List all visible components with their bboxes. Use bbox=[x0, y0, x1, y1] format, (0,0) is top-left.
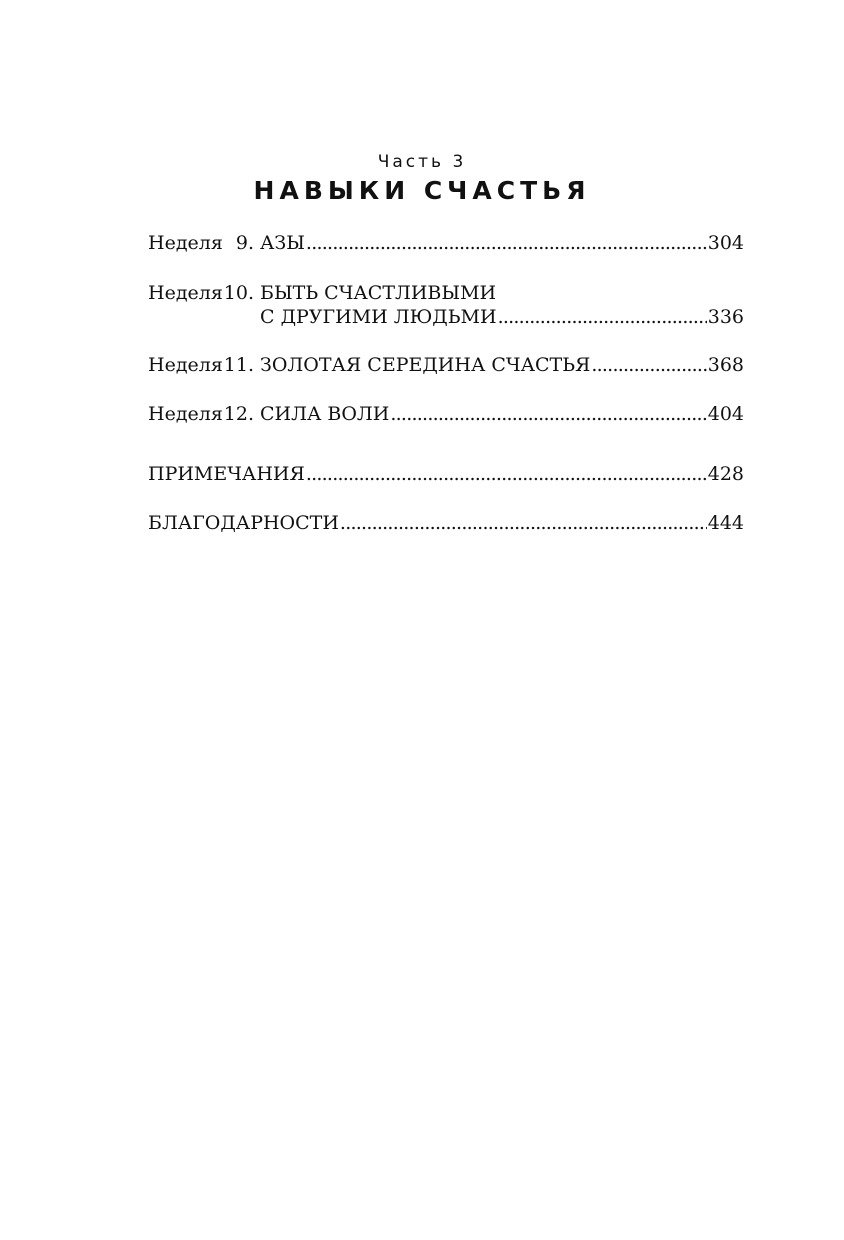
toc-entry-acknowledgements[interactable] bbox=[148, 511, 744, 535]
dot-leader bbox=[340, 511, 707, 535]
chapter-title-line-2: С ДРУГИМИ ЛЮДЬМИ bbox=[260, 306, 497, 328]
week-label: Неделя 9. bbox=[148, 231, 260, 255]
chapter-title: СИЛА ВОЛИ bbox=[260, 403, 390, 425]
dot-leader bbox=[306, 231, 707, 255]
week-number: 11. bbox=[223, 354, 254, 376]
week-number: 10. bbox=[223, 282, 254, 304]
dot-leader bbox=[591, 353, 706, 377]
toc-entry-week-11[interactable] bbox=[148, 353, 744, 377]
section-title: БЛАГОДАРНОСТИ bbox=[148, 512, 339, 534]
week-label: Неделя 10. bbox=[148, 281, 260, 305]
toc-entry-week-10-continued[interactable] bbox=[148, 305, 744, 329]
week-label: Неделя 11. bbox=[148, 353, 260, 377]
page-number: 368 bbox=[707, 354, 744, 376]
page-number: 304 bbox=[707, 232, 744, 254]
page-number: 404 bbox=[707, 403, 744, 425]
toc-entry-notes[interactable] bbox=[148, 462, 744, 486]
chapter-title: АЗЫ bbox=[260, 232, 305, 254]
page-number: 428 bbox=[707, 463, 744, 485]
chapter-title-line-1: БЫТЬ СЧАСТЛИВЫМИ bbox=[260, 282, 497, 304]
week-label: Неделя 12. bbox=[148, 402, 260, 426]
week-number: 9. bbox=[235, 232, 254, 254]
dot-leader bbox=[306, 462, 707, 486]
section-title: ПРИМЕЧАНИЯ bbox=[148, 463, 305, 485]
dot-leader bbox=[390, 402, 706, 426]
week-number: 12. bbox=[223, 403, 254, 425]
toc-entry-week-9[interactable] bbox=[148, 231, 744, 255]
toc-entry-week-12[interactable] bbox=[148, 402, 744, 426]
toc-entry-week-10[interactable] bbox=[148, 281, 744, 305]
part-label: Часть 3 bbox=[377, 152, 467, 172]
dot-leader bbox=[498, 305, 707, 329]
page-number: 336 bbox=[707, 306, 744, 328]
chapter-title: ЗОЛОТАЯ СЕРЕДИНА СЧАСТЬЯ bbox=[260, 354, 591, 376]
page-number: 444 bbox=[707, 512, 744, 534]
part-title: НАВЫКИ СЧАСТЬЯ bbox=[253, 176, 591, 205]
